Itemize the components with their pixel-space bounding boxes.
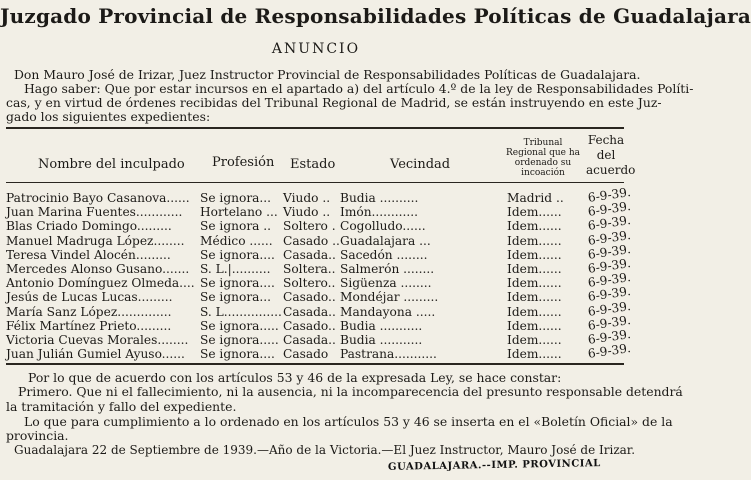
- table-bottom-rule: [6, 363, 624, 365]
- intro-line-3: cas, y en virtud de órdenes recibidas del Tribunal Regional de Madrid, se están instruyendo en este Juz-: [6, 95, 662, 110]
- cell-residence: Guadalajara ...: [340, 233, 431, 248]
- cell-date: 6-9-39.: [587, 241, 632, 262]
- table-row: [0, 341, 632, 362]
- cell-date: 6-9-39.: [587, 199, 632, 220]
- cell-residence: Salmerón ........: [340, 262, 435, 276]
- cell-profession: S. L...............: [200, 304, 282, 319]
- announcement-heading: ANUNCIO: [271, 41, 361, 57]
- cell-profession: S. L.|..........: [200, 262, 271, 276]
- header-tribunal: Tribunal Regional que ha ordenado su incoación: [506, 138, 580, 178]
- cell-residence: Budia ..........: [340, 191, 419, 205]
- cell-status: Casado ..: [283, 233, 340, 248]
- cell-status: Casado..: [283, 290, 336, 305]
- cell-name: Juan Marina Fuentes............: [6, 205, 183, 220]
- cell-name: María Sanz López..............: [6, 304, 172, 319]
- table-row: [0, 255, 632, 276]
- table-row: [0, 326, 632, 347]
- cell-status: Casado: [283, 347, 329, 362]
- cell-tribunal: Idem......: [507, 304, 562, 319]
- cell-date: 6-9-39.: [587, 184, 632, 205]
- cell-status: Viudo ..: [283, 205, 331, 220]
- cell-status: Viudo ..: [283, 191, 331, 205]
- table-top-rule: [6, 127, 624, 129]
- cell-tribunal: Idem......: [507, 333, 562, 347]
- closing-line-3: la tramitación y fallo del expediente.: [6, 399, 237, 414]
- cell-residence: Imón............: [340, 205, 419, 220]
- header-status: Estado: [290, 157, 336, 172]
- cell-name: Antonio Domínguez Olmeda....: [6, 276, 195, 291]
- cell-residence: Budia ...........: [340, 333, 423, 347]
- table-row: [0, 227, 632, 248]
- cell-date: 6-9-39.: [587, 341, 632, 362]
- cell-profession: Se ignora ..: [200, 219, 272, 234]
- cell-profession: Se ignora....: [200, 247, 275, 262]
- table-row: [0, 199, 632, 220]
- intro-line-2: Hago saber: Que por estar incursos en el apartado a) del artículo 4.º de la ley de Responsabilidades Políti-: [24, 81, 694, 96]
- table-row: [0, 270, 632, 291]
- cell-tribunal: Idem......: [507, 347, 562, 362]
- cell-profession: Se ignora...: [200, 191, 272, 205]
- cell-profession: Médico ......: [200, 233, 273, 248]
- document-title: Juzgado Provincial de Responsabilidades Políticas de Guadalajara: [0, 4, 751, 28]
- cell-name: Patrocinio Bayo Casanova......: [6, 191, 190, 205]
- table-row: [0, 213, 632, 234]
- cell-date: 6-9-39.: [587, 326, 632, 347]
- table-row: [0, 298, 632, 319]
- header-name: Nombre del inculpado: [38, 157, 185, 172]
- cell-name: Juan Julián Gumiel Ayuso......: [6, 347, 185, 362]
- cell-profession: Hortelano ...: [200, 205, 278, 220]
- table-row: [0, 241, 632, 262]
- cell-profession: Se ignora.....: [200, 333, 279, 347]
- cell-name: Mercedes Alonso Gusano.......: [6, 262, 190, 276]
- cell-tribunal: Idem......: [507, 318, 562, 333]
- cell-tribunal: Madrid ..: [507, 191, 564, 205]
- cell-profession: Se ignora.....: [200, 318, 279, 333]
- cell-profession: Se ignora....: [200, 276, 275, 291]
- table-row: [0, 184, 632, 205]
- cell-name: Manuel Madruga López........: [6, 233, 185, 248]
- cell-status: Casada..: [283, 247, 336, 262]
- cell-status: Soltera..: [283, 262, 336, 276]
- closing-line-1: Por lo que de acuerdo con los artículos 53 y 46 de la expresada Ley, se hace constar:: [28, 370, 562, 385]
- cell-name: Blas Criado Domingo.........: [6, 219, 172, 234]
- cell-date: 6-9-39.: [587, 213, 632, 234]
- cell-name: Jesús de Lucas Lucas.........: [6, 290, 173, 305]
- closing-line-5: provincia.: [6, 428, 69, 443]
- cell-date: 6-9-39.: [587, 284, 632, 305]
- cell-date: 6-9-39.: [587, 312, 632, 333]
- cell-name: Félix Martínez Prieto.........: [6, 318, 172, 333]
- cell-tribunal: Idem......: [507, 290, 562, 305]
- header-residence: Vecindad: [390, 157, 451, 172]
- closing-line-4: Lo que para cumplimiento a lo ordenado en los artículos 53 y 46 se inserta en el «Boletín Oficial» de la: [24, 414, 673, 429]
- cell-profession: Se ignora....: [200, 347, 275, 362]
- header-profession: Profesión: [212, 155, 275, 170]
- cell-status: Casada..: [283, 333, 336, 347]
- table-row: [0, 284, 632, 305]
- closing-line-2: Primero. Que ni el fallecimiento, ni la ausencia, ni la incomparecencia del presunto responsable detendrá: [18, 384, 683, 399]
- cell-date: 6-9-39.: [587, 270, 632, 291]
- signature-line: Guadalajara 22 de Septiembre de 1939.—Año de la Victoria.—El Juez Instructor, Mauro José de Irizar.: [14, 443, 636, 457]
- cell-tribunal: Idem......: [507, 205, 562, 220]
- cell-name: Victoria Cuevas Morales........: [6, 333, 189, 347]
- cell-status: Casado..: [283, 318, 336, 333]
- cell-tribunal: Idem......: [507, 247, 562, 262]
- cell-residence: Budia ...........: [340, 318, 423, 333]
- cell-residence: Cogolludo......: [340, 219, 426, 234]
- cell-tribunal: Idem......: [507, 233, 562, 248]
- cell-residence: Mandayona .....: [340, 304, 436, 319]
- cell-tribunal: Idem......: [507, 262, 562, 276]
- cell-status: Soltero..: [283, 276, 336, 291]
- header-date: Fecha del acuerdo: [586, 133, 636, 177]
- cell-profession: Se ignora...: [200, 290, 272, 305]
- cell-status: Soltero .: [283, 219, 336, 234]
- cell-tribunal: Idem......: [507, 219, 562, 234]
- printer-stamp: GUADALAJARA.--IMP. PROVINCIAL: [387, 458, 601, 473]
- cell-residence: Mondéjar .........: [340, 290, 439, 305]
- cell-residence: Sigüenza ........: [340, 276, 432, 291]
- cell-date: 6-9-39.: [587, 227, 632, 248]
- cell-name: Teresa Vindel Alocén.........: [6, 247, 171, 262]
- cell-date: 6-9-39.: [587, 298, 632, 319]
- table-header-rule: [6, 182, 624, 183]
- cell-tribunal: Idem......: [507, 276, 562, 291]
- cell-residence: Pastrana...........: [340, 347, 437, 362]
- intro-line-1: Don Mauro José de Irizar, Juez Instructor Provincial de Responsabilidades Políticas de Guadalajara.: [14, 67, 641, 82]
- cell-date: 6-9-39.: [587, 255, 632, 276]
- cell-residence: Sacedón ........: [340, 247, 428, 262]
- cell-status: Casada..: [283, 304, 336, 319]
- intro-line-4: gado los siguientes expedientes:: [6, 109, 211, 124]
- table-row: [0, 312, 632, 333]
